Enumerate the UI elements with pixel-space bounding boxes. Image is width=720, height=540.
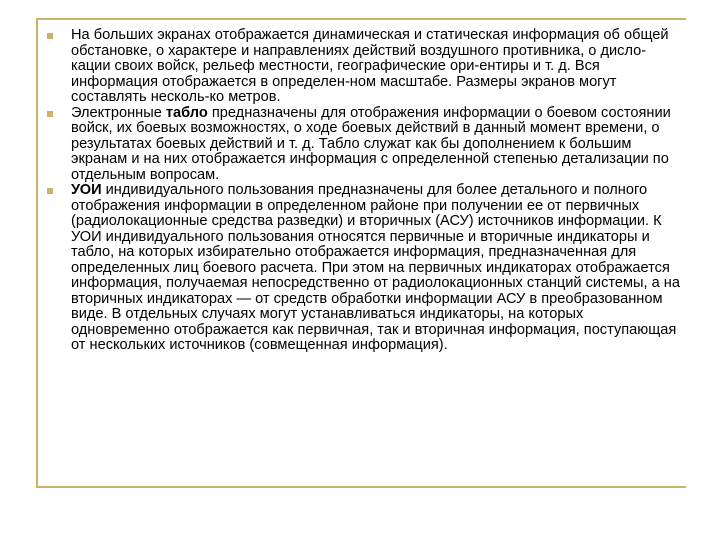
slide-body: [44, 28, 684, 354]
square-bullet-icon: [47, 111, 53, 117]
frame-left-rule: [36, 18, 38, 488]
square-bullet-icon: [47, 188, 53, 194]
bullet-list: [44, 28, 684, 354]
bullet-item-large-screens: [44, 28, 684, 106]
square-bullet-icon: [47, 33, 53, 39]
bullet-item-tablo: [44, 106, 684, 184]
frame-top-rule: [36, 18, 686, 20]
bullet-lead: Электронные: [71, 104, 166, 121]
bullet-text: предназначены для отображения информации о боевом состоянии войск, их боевых возможностях, о ходе боевых действий в данный момент времени, о результатах боевых действий и т. д. Табло служат как бы дополнением к большим экранам и на них отображается информация с определенной степенью детализации по отдельным вопросам.: [71, 104, 671, 183]
bullet-bold-term: табло: [165, 104, 208, 121]
bullet-item-uoi: [44, 183, 684, 354]
bullet-bold-term: УОИ: [71, 182, 102, 198]
bullet-text: На больших экранах отображается динамическая и статическая информация об общей обстановке, о характере и направлениях действий воздушного противника, о дисло-кации своих войск, рельеф местности, географические ори-ентиры и т. д. Вся информация отображается в определен-ном масштабе. Размеры экранов могут составлять несколь-ко метров.: [71, 27, 669, 105]
frame-bottom-rule: [36, 486, 686, 488]
bullet-text: индивидуального пользования предназначены для более детального и полного отображения информации в определенном районе при получении ее от первичных (радиолокационные средства разведки) и вторичных (АСУ) источников информации. К УОИ индивидуального пользования относятся первичные и вторичные индикаторы и табло, на которых избирательно отображается информация, предназначенная для определенных лиц боевого расчета. При этом на первичных индикаторах отображается информация, получаемая непосредственно от радиолокационных станций системы, а на вторичных индикаторах — от средств обработки информации АСУ в преобразованном виде. В отдельных случаях могут устанавливаться индикаторы, на которых одновременно отображается как первичная, так и вторичная информация, поступающая от нескольких источников (совмещенная информация).: [71, 182, 680, 353]
